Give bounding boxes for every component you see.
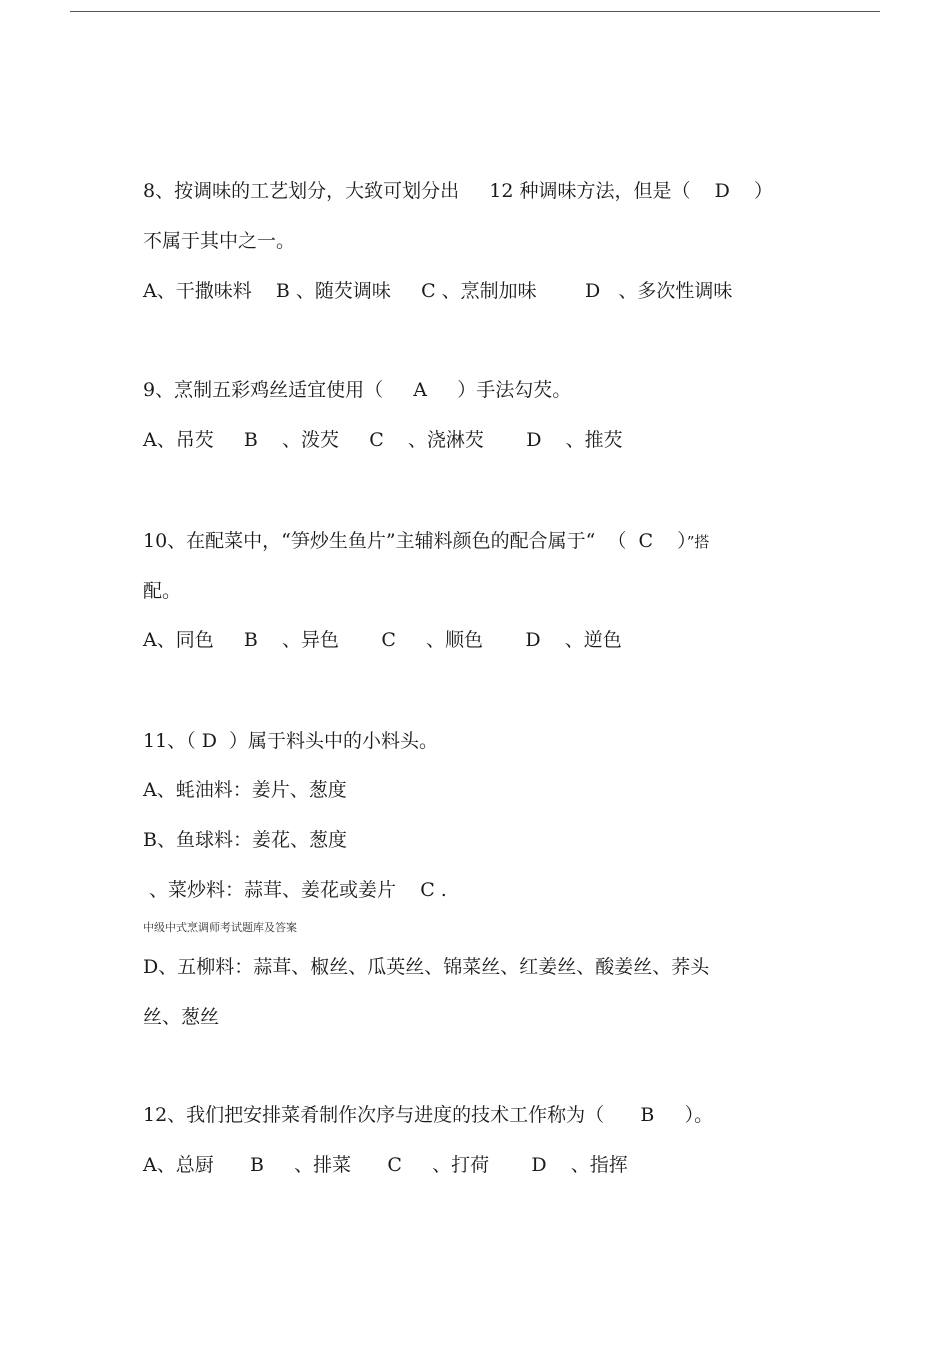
question-11-option-b: B、鱼球料：姜花、葱度: [143, 829, 347, 851]
question-11-stem: 11、（ D ）属于料头中的小料头。: [143, 730, 439, 752]
question-10-stem: [143, 529, 709, 554]
question-11-option-d-cont: 丝、葱丝: [143, 1006, 220, 1028]
question-9-options: A、吊芡 B 、泼芡 C 、浇淋芡 D 、推芡: [143, 429, 623, 451]
question-8-stem-cont: 不属于其中之一。: [143, 230, 296, 252]
question-11-option-c: 、菜炒料：蒜茸、姜花或姜片 C .: [143, 879, 447, 901]
question-8-options: A、干撒味料 B 、随芡调味 C 、烹制加味 D 、多次性调味: [143, 280, 733, 302]
question-9-stem: 9、烹制五彩鸡丝适宜使用（ A ）手法勾芡。: [143, 379, 572, 401]
question-12-options: A、总厨 B 、排菜 C 、打荷 D 、指挥: [143, 1154, 628, 1176]
question-12-stem: 12、我们把安排菜肴制作次序与进度的技术工作称为（ B ）。: [143, 1104, 714, 1126]
question-10-stem-main: 10、在配菜中，“笋炒生鱼片”主辅料颜色的配合属于“ （ C ）: [143, 530, 687, 552]
question-10-stem-tail: ”搭: [686, 533, 710, 551]
question-8-stem: 8、按调味的工艺划分，大致可划分出 12 种调味方法，但是（ D ）: [143, 180, 774, 202]
footer-note: 中级中式烹调师考试题库及答案: [143, 921, 297, 934]
top-rule: [70, 11, 880, 12]
question-10-options: A、同色 B 、异色 C 、顺色 D 、逆色: [143, 629, 622, 651]
question-10-stem-cont: 配。: [143, 580, 182, 602]
question-11-option-d: D、五柳料：蒜茸、椒丝、瓜英丝、锦菜丝、红姜丝、酸姜丝、荞头: [143, 956, 710, 978]
question-11-option-a: A、蚝油料：姜片、葱度: [143, 779, 347, 801]
